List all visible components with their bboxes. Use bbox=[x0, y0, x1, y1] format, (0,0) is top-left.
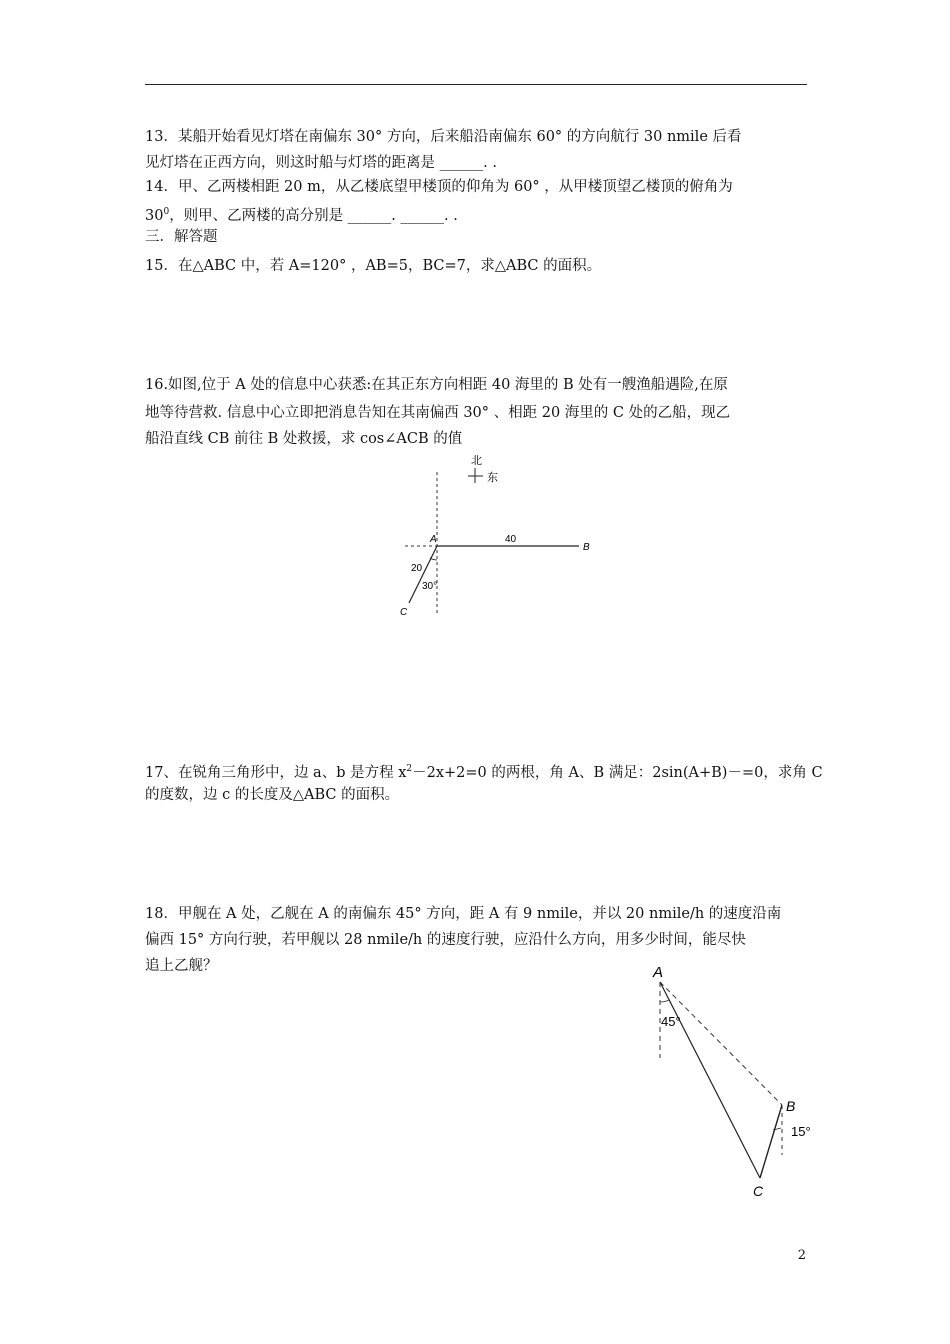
q18-line1: 18．甲舰在 A 处，乙舰在 A 的南偏东 45° 方向，距 A 有 9 nmile，并以 20 nmile/h 的速度沿南 bbox=[145, 906, 782, 922]
q18-line3: 追上乙舰？ bbox=[145, 958, 218, 974]
angle-45-label: 45° bbox=[661, 1014, 681, 1029]
angle-30-label: 30° bbox=[422, 581, 438, 592]
angle-arc-30 bbox=[430, 558, 437, 560]
segment-bc bbox=[760, 1105, 782, 1178]
label-b: B bbox=[583, 542, 590, 553]
q17-line1-b: －2x+2=0 的两根，角 A、B 满足：2sin(A+B)－=0，求角 C bbox=[412, 764, 823, 781]
q16-line2: 地等待营救. 信息中心立即把消息告知在其南偏西 30° 、相距 20 海里的 C 处的乙船，现乙 bbox=[145, 405, 731, 421]
q17-line2: 的度数，边 c 的长度及△ABC 的面积。 bbox=[145, 787, 400, 803]
section-header: 三．解答题 bbox=[145, 229, 218, 245]
label-c: C bbox=[400, 607, 408, 618]
q17-line1-a: 17、在锐角三角形中，边 a、b 是方程 x bbox=[145, 764, 407, 781]
header-rule bbox=[145, 84, 807, 85]
q13-line2: 见灯塔在正西方向，则这时船与灯塔的距离是 ______. . bbox=[145, 155, 497, 171]
segment-ac bbox=[409, 546, 437, 603]
q18-line2: 偏西 15° 方向行驶，若甲舰以 28 nmile/h 的速度行驶，应沿什么方向，用多少时间，能尽快 bbox=[145, 932, 746, 948]
label-b: B bbox=[786, 1098, 796, 1114]
q14-line2-b: ，则甲、乙两楼的高分别是 ______. ______. . bbox=[169, 207, 458, 224]
q14-line1: 14．甲、乙两楼相距 20 m，从乙楼底望甲楼顶的仰角为 60° ，从甲楼顶望乙楼顶的俯角为 bbox=[145, 179, 733, 195]
label-a: A bbox=[653, 964, 664, 981]
q14-line2-sup: 0 bbox=[163, 207, 170, 217]
q17-line1 bbox=[145, 759, 823, 783]
q14-line2-a: 30 bbox=[145, 207, 164, 224]
angle-15-label: 15° bbox=[791, 1124, 811, 1139]
label-a: A bbox=[430, 534, 437, 545]
segment-ab-dashed bbox=[660, 982, 782, 1105]
q14-line2 bbox=[145, 202, 458, 226]
length-ac: 20 bbox=[411, 563, 423, 574]
q17-line1-sup: 2 bbox=[406, 764, 413, 774]
q16-figure bbox=[395, 450, 605, 625]
segment-ac bbox=[660, 982, 760, 1178]
east-label: 东 bbox=[487, 472, 498, 484]
q16-line3: 船沿直线 CB 前往 B 处救援，求 cos∠ACB 的值 bbox=[145, 431, 463, 447]
angle-arc-45 bbox=[660, 1000, 669, 1002]
q16-line1: 16.如图,位于 A 处的信息中心获悉:在其正东方向相距 40 海里的 B 处有一艘渔船遇险,在原 bbox=[145, 377, 728, 393]
north-label: 北 bbox=[471, 455, 482, 467]
q18-figure bbox=[645, 960, 825, 1205]
label-c: C bbox=[753, 1183, 764, 1199]
length-ab: 40 bbox=[505, 534, 517, 545]
q15-text: 15．在△ABC 中，若 A=120° ，AB=5，BC=7，求△ABC 的面积。 bbox=[145, 258, 602, 274]
page-number: 2 bbox=[797, 1248, 806, 1263]
q13-line1: 13．某船开始看见灯塔在南偏东 30° 方向，后来船沿南偏东 60° 的方向航行 30 nmile 后看 bbox=[145, 129, 742, 145]
